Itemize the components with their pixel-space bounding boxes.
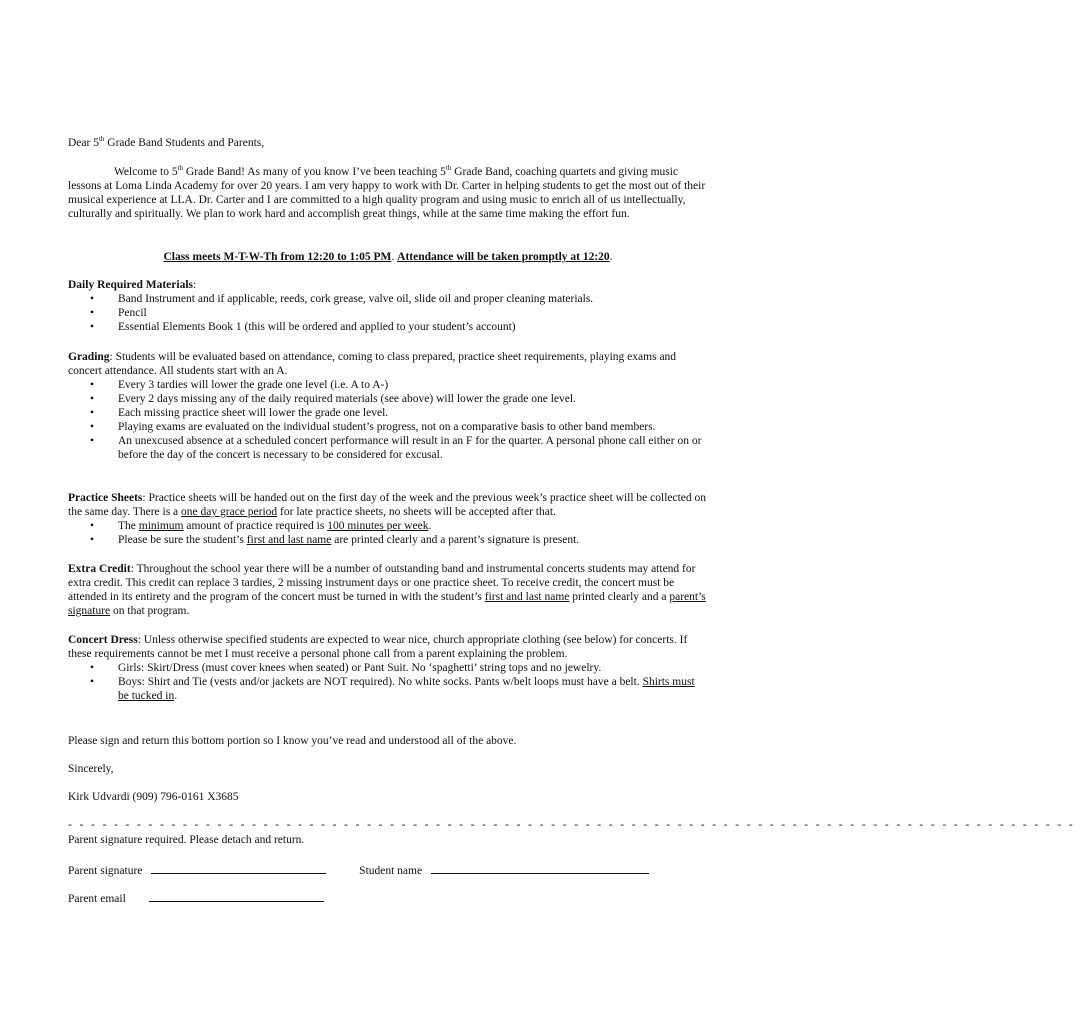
- parent-signature-field[interactable]: [151, 862, 326, 874]
- materials-heading: Daily Required Materials: [68, 279, 193, 291]
- dress-boys-text: Boys: Shirt and Tie (vests and/or jackets are NOT required). No white socks. Pants w/belt loops must have a belt.: [118, 676, 643, 688]
- greeting-superscript: th: [98, 135, 105, 144]
- practice-intro-end: for late practice sheets, no sheets will be accepted after that.: [277, 506, 556, 518]
- parent-email-field[interactable]: [149, 890, 324, 902]
- practice-list: [68, 519, 708, 547]
- greeting: [68, 136, 708, 150]
- welcome-text-2: Grade Band! As many of you know I’ve been teaching 5: [183, 166, 446, 178]
- list-item: • Playing exams are evaluated on the individual student’s progress, not on a comparative basis to other band members.: [68, 420, 708, 434]
- welcome-sup-2: th: [445, 164, 452, 173]
- extra-credit-section: [68, 562, 708, 618]
- materials-list: [68, 292, 708, 334]
- welcome-text-1: Welcome to 5: [114, 166, 178, 178]
- class-meets-text: Class meets M-T-W-Th from 12:20 to 1:05 PM: [163, 251, 392, 263]
- practice-text: .: [428, 520, 432, 532]
- grading-section: [68, 350, 708, 462]
- extra-credit-text: on that program.: [110, 605, 190, 617]
- schedule-line: [68, 250, 708, 264]
- practice-heading: Practice Sheets: [68, 492, 143, 504]
- first-last-name-text: first and last name: [484, 591, 570, 603]
- list-item: • Band Instrument and if applicable, reeds, cork grease, valve oil, slide oil and proper cleaning materials.: [68, 292, 708, 306]
- list-item: • Pencil: [68, 306, 708, 320]
- practice-intro: : Practice sheets will be handed out on the first day of the week and the previous week’s practice sheet will be collected on the same day. There is a: [68, 492, 707, 518]
- dress-boys-end: .: [174, 690, 178, 702]
- practice-text: The: [118, 520, 139, 532]
- list-item: • Every 3 tardies will lower the grade one level (i.e. A to A-): [68, 378, 708, 392]
- email-field-row: [68, 890, 708, 906]
- concert-dress-intro: : Unless otherwise specified students are expected to wear nice, church appropriate clothing (see below) for concerts. If these requirements cannot be met I must receive a personal phone call from a parent explaining the problem.: [68, 634, 688, 660]
- list-item: [68, 533, 708, 547]
- practice-text: Please be sure the student’s: [118, 534, 247, 546]
- first-last-name-text: first and last name: [246, 534, 332, 546]
- list-item: • Every 2 days missing any of the daily required materials (see above) will lower the grade one level.: [68, 392, 708, 406]
- list-item: [68, 519, 708, 533]
- concert-dress-section: [68, 633, 708, 703]
- signature-line: Kirk Udvardi (909) 796-0161 X3685: [68, 791, 239, 803]
- greeting-text-end: Grade Band Students and Parents,: [104, 137, 265, 149]
- minutes-text: 100 minutes per week: [327, 520, 429, 532]
- signature-fields: [68, 862, 708, 878]
- shirts-tucked-text: Shirts must be tucked in: [118, 676, 695, 702]
- extra-credit-heading: Extra Credit: [68, 563, 131, 575]
- attendance-text: Attendance will be taken promptly at 12:20: [397, 251, 610, 263]
- grading-list: [68, 378, 708, 462]
- parent-email-label: Parent email: [68, 893, 126, 905]
- practice-section: [68, 491, 708, 547]
- welcome-paragraph: [68, 165, 708, 221]
- schedule-end: .: [609, 251, 613, 263]
- list-item: • Girls: Skirt/Dress (must cover knees when seated) or Pant Suit. No ‘spaghetti’ string tops and no jewelry.: [68, 661, 708, 675]
- list-item: • Essential Elements Book 1 (this will be ordered and applied to your student’s account): [68, 320, 708, 334]
- concert-dress-heading: Concert Dress: [68, 634, 138, 646]
- list-item: • An unexcused absence at a scheduled concert performance will result in an F for the quarter. A personal phone call either on or before the day of the concert is necessary to be considered for excusal.: [68, 434, 708, 462]
- greeting-text: Dear 5: [68, 137, 99, 149]
- schedule-separator: .: [391, 251, 398, 263]
- parent-signature-label: Parent signature: [68, 865, 143, 877]
- grading-heading: Grading: [68, 351, 110, 363]
- practice-text: are printed clearly and a parent’s signature is present.: [331, 534, 580, 546]
- sincerely: Sincerely,: [68, 763, 114, 775]
- detach-instruction: Parent signature required. Please detach and return.: [68, 834, 305, 846]
- grading-intro: : Students will be evaluated based on attendance, coming to class prepared, practice sheet requirements, playing exams and concert attendance. All students start with an A.: [68, 351, 677, 377]
- materials-section: [68, 278, 708, 334]
- list-item: • Each missing practice sheet will lower the grade one level.: [68, 406, 708, 420]
- list-item: [68, 675, 708, 703]
- grace-period-text: one day grace period: [181, 506, 278, 518]
- student-name-field[interactable]: [431, 862, 649, 874]
- dress-list: [68, 661, 708, 703]
- tear-off-line: - - - - - - - - - - - - - - - - - - - - - - - - - - - - - - - - - - - - - - - - - - - - - - - - - - - - - - - - - - - - - - - - - - - - - - - - - - - - - - - - - - - - - - - -: [68, 819, 1075, 831]
- minimum-text: minimum: [138, 520, 184, 532]
- student-name-label: Student name: [359, 865, 423, 877]
- sign-instruction: Please sign and return this bottom portion so I know you’ve read and understood all of the above.: [68, 735, 517, 747]
- extra-credit-text: : Throughout the school year there will be a number of outstanding band and instrumental concerts students may attend for extra credit. This credit can replace 3 tardies, 2 missing instrument days or one practice sheet. To receive credit, the concert must be attended in its entirety and the program of the concert must be turned in with the student’s: [68, 563, 696, 603]
- materials-colon: :: [193, 279, 197, 291]
- parent-signature-text: parent’s signature: [68, 591, 706, 617]
- extra-credit-text: printed clearly and a: [569, 591, 670, 603]
- practice-text: amount of practice required is: [183, 520, 328, 532]
- welcome-text-3: Grade Band, coaching quartets and giving music lessons at Loma Linda Academy for over 20 years. I am very happy to work with Dr. Carter in helping students to get the most out of their musical experience at LLA. Dr. Carter and I are committed to a high quality program and using music to enrich all of us intellectually, culturally and spiritually. We plan to work hard and accomplish great things, while at the same time making the effort fun.: [68, 166, 706, 220]
- welcome-sup-1: th: [177, 164, 184, 173]
